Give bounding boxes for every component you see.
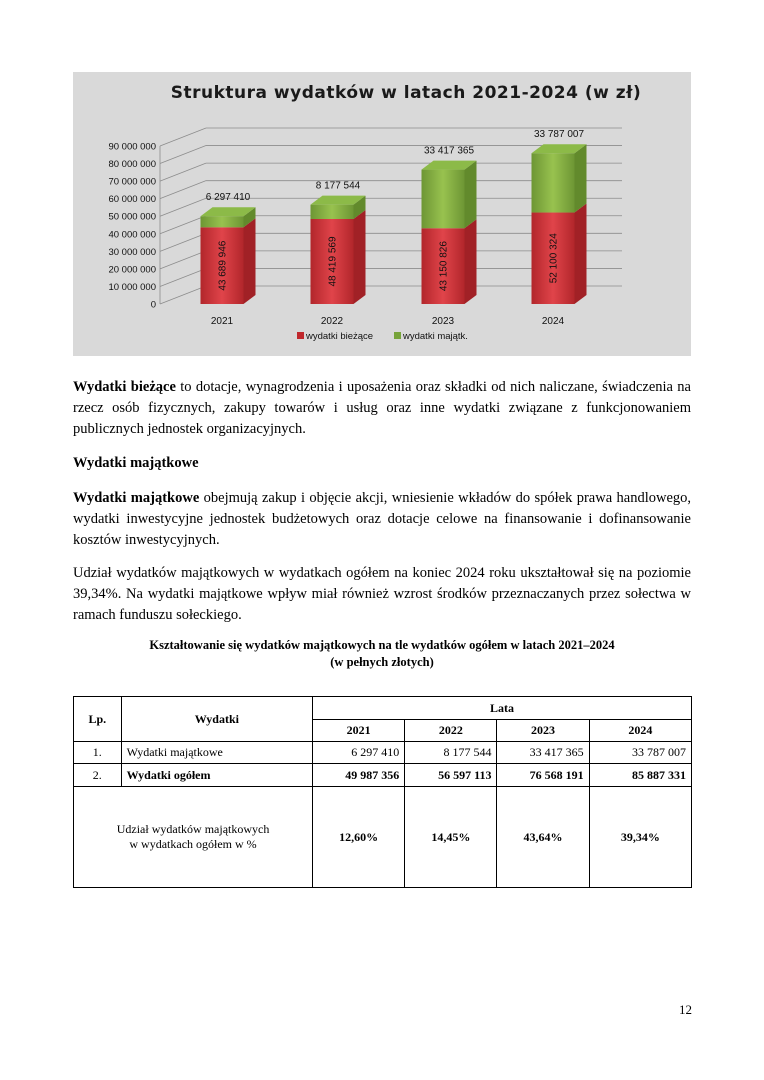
- table-cell: 14,45%: [405, 787, 497, 888]
- definition-current-expenditure: to dotacje, wynagrodzenia i uposażenia oraz składki od nich naliczane, świadczenia na rzecz osób fizycznych, zakupy towarów i usług oraz inne wydatki związane z funkcjonowaniem publicznych jednostek organizacyjnych.: [73, 379, 691, 437]
- table-row: [74, 742, 692, 764]
- definition-investment-expenditure: obejmują zakup i objęcie akcji, wniesienie wkładów do spółek prawa handlowego, wydatki inwestycyjne jednostek budżetowych oraz dotacje celowe na finansowanie i dofinansowanie kosztów inwestycyjnych.: [73, 490, 692, 548]
- table-cell: 85 887 331: [589, 764, 691, 787]
- term-current-expenditure: Wydatki bieżące: [73, 379, 176, 395]
- page-number: 12: [679, 1002, 692, 1017]
- gridline-depth: [160, 163, 206, 181]
- bar-investment-side: [465, 161, 477, 229]
- gridline-depth: [160, 268, 206, 286]
- gridline-depth: [160, 146, 206, 164]
- table-caption: [73, 637, 691, 671]
- table-cell: 56 597 113: [405, 764, 497, 787]
- table-cell: 6 297 410: [313, 742, 405, 764]
- bar-investment-front: [311, 205, 354, 219]
- table-cell: 33 417 365: [497, 742, 589, 764]
- row-label: Wydatki ogółem: [121, 764, 312, 787]
- term-investment-expenditure: Wydatki majątkowe: [73, 490, 200, 506]
- table-row: [74, 764, 692, 787]
- header-year: 2024: [589, 720, 691, 742]
- gridline-depth: [160, 181, 206, 199]
- section-heading-investment: Wydatki majątkowe: [73, 455, 199, 471]
- gridline-depth: [160, 128, 206, 146]
- table-cell: 39,34%: [589, 787, 691, 888]
- y-tick-label: 80 000 000: [108, 159, 156, 171]
- x-tick-label: 2024: [541, 316, 565, 327]
- paragraph-investment-share: Udział wydatków majątkowych w wydatkach ogółem na koniec 2024 roku ukształtował się na poziomie 39,34%. Na wydatki majątkowe wpływ miał również wzrost środków przeznaczanych przez sołectwa w ramach funduszu sołeckiego.: [73, 565, 691, 623]
- bar-current-side: [465, 219, 477, 304]
- y-tick-label: 20 000 000: [108, 264, 156, 276]
- gridline-depth: [160, 233, 206, 251]
- table-row: [74, 787, 692, 888]
- table-cell: 76 568 191: [497, 764, 589, 787]
- row-label: Wydatki majątkowe: [121, 742, 312, 764]
- row-label-share-line2: w wydatkach ogółem w %: [129, 837, 257, 851]
- header-wydatki: Wydatki: [121, 697, 312, 742]
- table-caption-title: Kształtowanie się wydatków majątkowych na tle wydatków ogółem w latach 2021–2024: [149, 638, 615, 652]
- header-lata: Lata: [313, 697, 692, 720]
- header-lp: Lp.: [74, 697, 122, 742]
- row-label-share: [74, 787, 313, 888]
- bar-investment-front: [201, 216, 244, 227]
- x-tick-label: 2021: [210, 316, 234, 327]
- chart-title: Struktura wydatków w latach 2021-2024 (w zł): [170, 83, 642, 103]
- header-year: 2023: [497, 720, 589, 742]
- paragraph-investment-expenditure: [73, 488, 691, 551]
- data-label: 43 689 946: [217, 240, 229, 291]
- legend-swatch: [394, 332, 401, 339]
- data-label: 48 419 569: [327, 236, 339, 287]
- header-year: 2021: [313, 720, 405, 742]
- y-tick-label: 0: [150, 299, 156, 311]
- table-cell: 43,64%: [497, 787, 589, 888]
- header-year: 2022: [405, 720, 497, 742]
- expenditure-structure-chart: [73, 72, 691, 356]
- data-label: 33 417 365: [423, 145, 475, 157]
- data-label: 52 100 324: [548, 233, 560, 284]
- table-cell: 8 177 544: [405, 742, 497, 764]
- data-label: 8 177 544: [315, 180, 361, 192]
- bar-current-side: [244, 218, 256, 304]
- x-tick-label: 2023: [431, 316, 455, 327]
- table-cell: 12,60%: [313, 787, 405, 888]
- expenditure-table: [73, 696, 692, 888]
- gridline-depth: [160, 198, 206, 216]
- gridline-depth: [160, 286, 206, 304]
- legend-label: wydatki majątk.: [403, 331, 468, 342]
- y-tick-label: 50 000 000: [108, 211, 156, 223]
- bar-investment-front: [422, 170, 465, 229]
- y-tick-label: 30 000 000: [108, 246, 156, 258]
- data-label: 6 297 410: [205, 192, 251, 204]
- y-tick-label: 90 000 000: [108, 141, 156, 153]
- y-tick-label: 70 000 000: [108, 176, 156, 188]
- legend-label: wydatki bieżące: [306, 331, 374, 342]
- legend-swatch: [297, 332, 304, 339]
- gridline-depth: [160, 216, 206, 234]
- table-cell: 33 787 007: [589, 742, 691, 764]
- y-tick-label: 10 000 000: [108, 281, 156, 293]
- y-tick-label: 40 000 000: [108, 229, 156, 241]
- row-number: 2.: [74, 764, 122, 787]
- table-cell: 49 987 356: [313, 764, 405, 787]
- bar-investment-side: [575, 144, 587, 212]
- bar-current-side: [354, 210, 366, 304]
- gridline-depth: [160, 251, 206, 269]
- bar-current-side: [575, 204, 587, 304]
- data-label: 33 787 007: [533, 129, 585, 141]
- table-caption-unit: (w pełnych złotych): [330, 655, 434, 669]
- row-number: 1.: [74, 742, 122, 764]
- row-label-share-line1: Udział wydatków majątkowych: [116, 822, 270, 836]
- x-tick-label: 2022: [320, 316, 344, 327]
- bar-investment-front: [532, 153, 575, 212]
- chart-svg: [73, 72, 691, 356]
- data-label: 43 150 826: [438, 241, 450, 292]
- paragraph-current-expenditure: [73, 377, 691, 440]
- y-tick-label: 60 000 000: [108, 194, 156, 206]
